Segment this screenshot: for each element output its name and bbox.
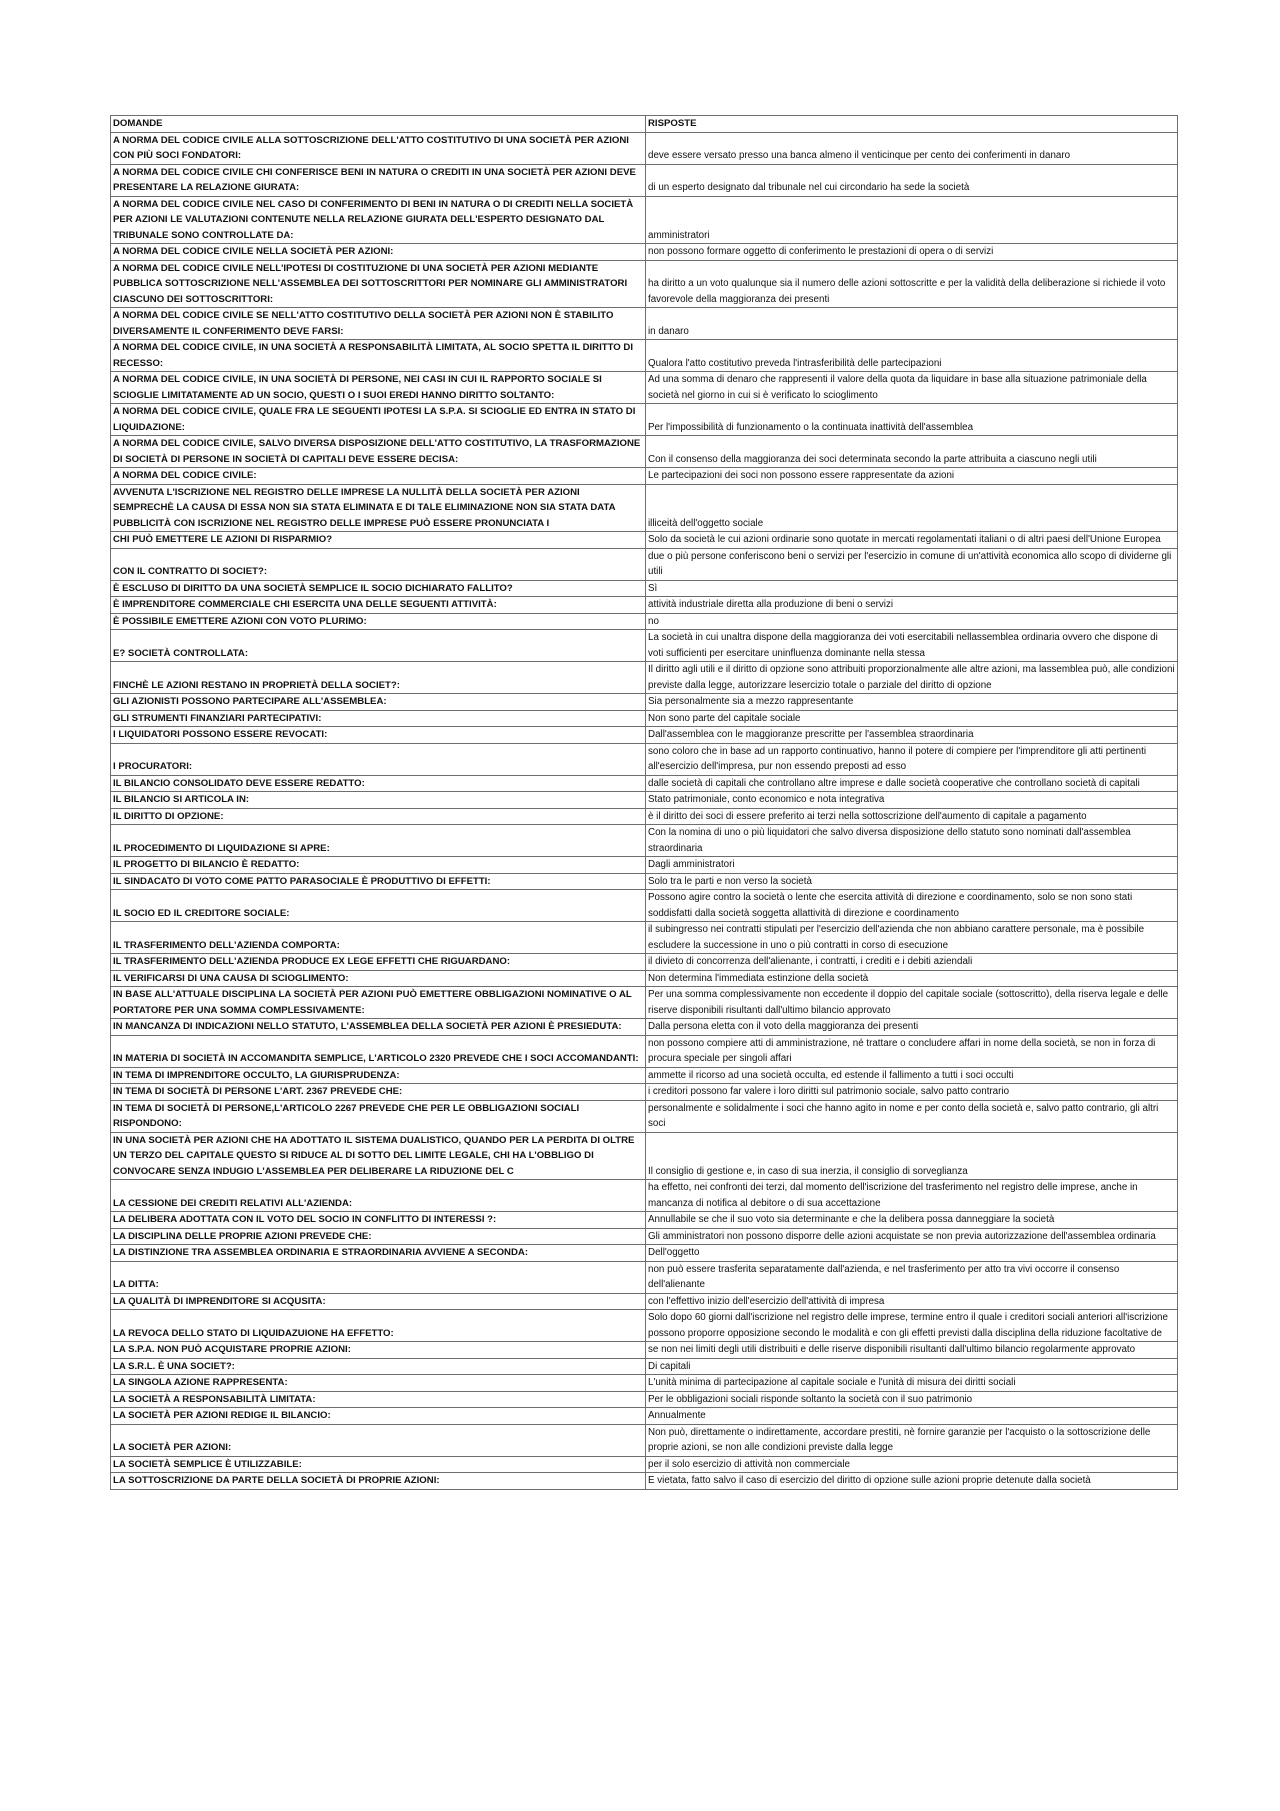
answer-cell: Con la nomina di uno o più liquidatori che salvo diversa disposizione dello statuto sono nominati dall'assemblea straordinaria [646, 825, 1178, 857]
answer-cell: è il diritto dei soci di essere preferito ai terzi nella sottoscrizione dell'aumento di capitale a pagamento [646, 808, 1178, 825]
table-row [111, 196, 1178, 244]
answer-cell: personalmente e solidalmente i soci che hanno agito in nome e per conto della società e, salvo patto contrario, gli altri soci [646, 1100, 1178, 1132]
question-cell: LA CESSIONE DEI CREDITI RELATIVI ALL'AZIENDA: [111, 1180, 646, 1212]
table-row [111, 484, 1178, 532]
answer-cell: non possono formare oggetto di conferimento le prestazioni di opera o di servizi [646, 244, 1178, 261]
table-row [111, 1473, 1178, 1490]
question-cell: LA SOCIETÀ PER AZIONI REDIGE IL BILANCIO: [111, 1408, 646, 1425]
table-row [111, 775, 1178, 792]
question-cell: IL PROGETTO DI BILANCIO È REDATTO: [111, 857, 646, 874]
answer-cell: amministratori [646, 196, 1178, 244]
answer-cell: E vietata, fatto salvo il caso di esercizio del diritto di opzione sulle azioni proprie detenute dalla società [646, 1473, 1178, 1490]
answer-cell: non può essere trasferita separatamente dall'azienda, e nel trasferimento per atto tra vivi occorre il consenso dell'alienante [646, 1261, 1178, 1293]
table-row [111, 1456, 1178, 1473]
table-row [111, 890, 1178, 922]
table-row [111, 710, 1178, 727]
question-cell: GLI AZIONISTI POSSONO PARTECIPARE ALL'ASSEMBLEA: [111, 694, 646, 711]
answer-cell: Sia personalmente sia a mezzo rappresentante [646, 694, 1178, 711]
answer-cell: Gli amministratori non possono disporre delle azioni acquistate se non previa autorizzazione dell'assemblea ordinaria [646, 1228, 1178, 1245]
table-row [111, 1261, 1178, 1293]
table-row [111, 1391, 1178, 1408]
answer-cell: Con il consenso della maggioranza dei soci determinata secondo la parte attribuita a ciascuno negli utili [646, 436, 1178, 468]
question-cell: IL SINDACATO DI VOTO COME PATTO PARASOCIALE È PRODUTTIVO DI EFFETTI: [111, 873, 646, 890]
answer-cell: Annullabile se che il suo voto sia determinante e che la delibera possa danneggiare la società [646, 1212, 1178, 1229]
question-cell: CON IL CONTRATTO DI SOCIET?: [111, 548, 646, 580]
answer-cell: no [646, 613, 1178, 630]
question-cell: I LIQUIDATORI POSSONO ESSERE REVOCATI: [111, 727, 646, 744]
question-cell: IN BASE ALL'ATTUALE DISCIPLINA LA SOCIETÀ PER AZIONI PUÒ EMETTERE OBBLIGAZIONI NOMINATIVE O AL PORTATORE PER UNA SOMMA COMPLESSIVAMENTE: [111, 987, 646, 1019]
answer-cell: ammette il ricorso ad una società occulta, ed estende il fallimento a tutti i soci occulti [646, 1067, 1178, 1084]
table-row [111, 1067, 1178, 1084]
question-cell: IN TEMA DI SOCIETÀ DI PERSONE,L'ARTICOLO 2267 PREVEDE CHE PER LE OBBLIGAZIONI SOCIALI RISPONDONO: [111, 1100, 646, 1132]
answer-cell: attività industriale diretta alla produzione di beni o servizi [646, 597, 1178, 614]
answer-cell: Qualora l'atto costitutivo preveda l'intrasferibilità delle partecipazioni [646, 340, 1178, 372]
table-row [111, 532, 1178, 549]
table-row [111, 548, 1178, 580]
answer-cell: due o più persone conferiscono beni o servizi per l'esercizio in comune di un'attività economica allo scopo di dividerne gli utili [646, 548, 1178, 580]
answer-cell: Dagli amministratori [646, 857, 1178, 874]
table-row [111, 727, 1178, 744]
question-cell: IN MANCANZA DI INDICAZIONI NELLO STATUTO, L'ASSEMBLEA DELLA SOCIETÀ PER AZIONI È PRESIEDUTA: [111, 1019, 646, 1036]
answer-cell: Solo dopo 60 giorni dall'iscrizione nel registro delle imprese, termine entro il quale i creditori sociali anteriori all'iscrizione possono proporre opposizione secondo le modalità e con gli effetti previsti dalla disciplina della riduzione facoltative de [646, 1310, 1178, 1342]
answer-cell: La società in cui unaltra dispone della maggioranza dei voti esercitabili nellassemblea ordinaria ovvero che dispone di voti sufficienti per esercitare uninfluenza dominante nella stessa [646, 630, 1178, 662]
table-row [111, 1019, 1178, 1036]
table-row [111, 1424, 1178, 1456]
qa-table [110, 115, 1178, 1490]
table-row [111, 987, 1178, 1019]
table-row [111, 597, 1178, 614]
question-cell: I PROCURATORI: [111, 743, 646, 775]
answer-cell: L'unità minima di partecipazione al capitale sociale e l'unità di misura dei diritti sociali [646, 1375, 1178, 1392]
table-row [111, 372, 1178, 404]
question-cell: E? SOCIETÀ CONTROLLATA: [111, 630, 646, 662]
answer-cell: non possono compiere atti di amministrazione, né trattare o concludere affari in nome della società, se non in forza di procura speciale per singoli affari [646, 1035, 1178, 1067]
question-cell: IL BILANCIO CONSOLIDATO DEVE ESSERE REDATTO: [111, 775, 646, 792]
question-cell: IN TEMA DI SOCIETÀ DI PERSONE L'ART. 2367 PREVEDE CHE: [111, 1084, 646, 1101]
question-cell: LA S.P.A. NON PUÒ ACQUISTARE PROPRIE AZIONI: [111, 1342, 646, 1359]
question-cell: IL SOCIO ED IL CREDITORE SOCIALE: [111, 890, 646, 922]
question-cell: A NORMA DEL CODICE CIVILE, IN UNA SOCIETÀ A RESPONSABILITÀ LIMITATA, AL SOCIO SPETTA IL DIRITTO DI RECESSO: [111, 340, 646, 372]
question-cell: A NORMA DEL CODICE CIVILE ALLA SOTTOSCRIZIONE DELL'ATTO COSTITUTIVO DI UNA SOCIETÀ PER AZIONI CON PIÙ SOCI FONDATORI: [111, 132, 646, 164]
answer-cell: in danaro [646, 308, 1178, 340]
table-row [111, 1293, 1178, 1310]
table-row [111, 164, 1178, 196]
question-cell: FINCHÈ LE AZIONI RESTANO IN PROPRIETÀ DELLA SOCIET?: [111, 662, 646, 694]
question-cell: IL PROCEDIMENTO DI LIQUIDAZIONE SI APRE: [111, 825, 646, 857]
question-cell: A NORMA DEL CODICE CIVILE, SALVO DIVERSA DISPOSIZIONE DELL'ATTO COSTITUTIVO, LA TRASFORMAZIONE DI SOCIETÀ DI PERSONE IN SOCIETÀ DI CAPITALI DEVE ESSERE DECISA: [111, 436, 646, 468]
header-answer: RISPOSTE [646, 116, 1178, 133]
table-row [111, 1245, 1178, 1262]
table-row [111, 954, 1178, 971]
answer-cell: Per le obbligazioni sociali risponde soltanto la società con il suo patrimonio [646, 1391, 1178, 1408]
question-cell: LA QUALITÀ DI IMPRENDITORE SI ACQUSITA: [111, 1293, 646, 1310]
question-cell: LA SINGOLA AZIONE RAPPRESENTA: [111, 1375, 646, 1392]
answer-cell: di un esperto designato dal tribunale nel cui circondario ha sede la società [646, 164, 1178, 196]
answer-cell: Il consiglio di gestione e, in caso di sua inerzia, il consiglio di sorveglianza [646, 1132, 1178, 1180]
question-cell: A NORMA DEL CODICE CIVILE CHI CONFERISCE BENI IN NATURA O CREDITI IN UNA SOCIETÀ PER AZIONI DEVE PRESENTARE LA RELAZIONE GIURATA: [111, 164, 646, 196]
question-cell: LA REVOCA DELLO STATO DI LIQUIDAZUIONE HA EFFETTO: [111, 1310, 646, 1342]
question-cell: LA SOCIETÀ SEMPLICE È UTILIZZABILE: [111, 1456, 646, 1473]
answer-cell: Le partecipazioni dei soci non possono essere rappresentate da azioni [646, 468, 1178, 485]
table-row [111, 873, 1178, 890]
table-row [111, 694, 1178, 711]
answer-cell: Il diritto agli utili e il diritto di opzione sono attribuiti proporzionalmente alle altre azioni, ma lassemblea può, alle condizioni previste dalla legge, autorizzare lesercizio totale o parziale del diritto di opzione [646, 662, 1178, 694]
header-question: DOMANDE [111, 116, 646, 133]
answer-cell: ha effetto, nei confronti dei terzi, dal momento dell'iscrizione del trasferimento nel registro delle imprese, anche in mancanza di notifica al debitore o di sua accettazione [646, 1180, 1178, 1212]
table-row [111, 1035, 1178, 1067]
answer-cell: Dell'oggetto [646, 1245, 1178, 1262]
question-cell: A NORMA DEL CODICE CIVILE SE NELL'ATTO COSTITUTIVO DELLA SOCIETÀ PER AZIONI NON È STABILITO DIVERSAMENTE IL CONFERIMENTO DEVE FARSI: [111, 308, 646, 340]
question-cell: LA DISCIPLINA DELLE PROPRIE AZIONI PREVEDE CHE: [111, 1228, 646, 1245]
table-row [111, 1375, 1178, 1392]
question-cell: A NORMA DEL CODICE CIVILE NELL'IPOTESI DI COSTITUZIONE DI UNA SOCIETÀ PER AZIONI MEDIANTE PUBBLICA SOTTOSCRIZIONE NELL'ASSEMBLEA DEI SOTTOSCRITTORI PER NOMINARE GLI AMMINISTRATORI CIASCUNO DEI SOTTOSCRITTORI: [111, 260, 646, 308]
question-cell: GLI STRUMENTI FINANZIARI PARTECIPATIVI: [111, 710, 646, 727]
question-cell: IL VERIFICARSI DI UNA CAUSA DI SCIOGLIMENTO: [111, 970, 646, 987]
table-row [111, 613, 1178, 630]
question-cell: A NORMA DEL CODICE CIVILE: [111, 468, 646, 485]
table-row [111, 468, 1178, 485]
answer-cell: Non sono parte del capitale sociale [646, 710, 1178, 727]
table-row [111, 1228, 1178, 1245]
question-cell: LA SOCIETÀ PER AZIONI: [111, 1424, 646, 1456]
answer-cell: il divieto di concorrenza dell'alienante, i contratti, i crediti e i debiti aziendali [646, 954, 1178, 971]
answer-cell: il subingresso nei contratti stipulati per l'esercizio dell'azienda che non abbiano carattere personale, ma è possibile escludere la successione in uno o più contratti in corso di esecuzione [646, 922, 1178, 954]
table-row [111, 922, 1178, 954]
question-cell: LA DITTA: [111, 1261, 646, 1293]
table-row [111, 132, 1178, 164]
table-row [111, 630, 1178, 662]
question-cell: CHI PUÒ EMETTERE LE AZIONI DI RISPARMIO? [111, 532, 646, 549]
question-cell: A NORMA DEL CODICE CIVILE, IN UNA SOCIETÀ DI PERSONE, NEI CASI IN CUI IL RAPPORTO SOCIALE SI SCIOGLIE LIMITATAMENTE AD UN SOCIO, QUESTI O I SUOI EREDI HANNO DIRITTO SOLTANTO: [111, 372, 646, 404]
answer-cell: Solo da società le cui azioni ordinarie sono quotate in mercati regolamentati italiani o di altri paesi dell'Unione Europea [646, 532, 1178, 549]
table-row [111, 1212, 1178, 1229]
answer-cell: Stato patrimoniale, conto economico e nota integrativa [646, 792, 1178, 809]
question-cell: LA SOCIETÀ A RESPONSABILITÀ LIMITATA: [111, 1391, 646, 1408]
answer-cell: sono coloro che in base ad un rapporto continuativo, hanno il potere di compiere per l'imprenditore gli atti pertinenti all'esercizio dell'impresa, pur non essendo preposti ad esso [646, 743, 1178, 775]
table-row [111, 244, 1178, 261]
question-cell: AVVENUTA L'ISCRIZIONE NEL REGISTRO DELLE IMPRESE LA NULLITÀ DELLA SOCIETÀ PER AZIONI SEMPRECHÈ LA CAUSA DI ESSA NON SIA STATA ELIMINATA E DI TALE ELIMINAZIONE NON SIA STATA DATA PUBBLICITÀ CON ISCRIZIONE NEL REGISTRO DELLE IMPRESE PUÒ ESSERE PRONUNCIATA I [111, 484, 646, 532]
question-cell: IN TEMA DI IMPRENDITORE OCCULTO, LA GIURISPRUDENZA: [111, 1067, 646, 1084]
question-cell: È ESCLUSO DI DIRITTO DA UNA SOCIETÀ SEMPLICE IL SOCIO DICHIARATO FALLITO? [111, 580, 646, 597]
question-cell: LA DELIBERA ADOTTATA CON IL VOTO DEL SOCIO IN CONFLITTO DI INTERESSI ?: [111, 1212, 646, 1229]
answer-cell: Dall'assemblea con le maggioranze prescritte per l'assemblea straordinaria [646, 727, 1178, 744]
table-row [111, 808, 1178, 825]
question-cell: A NORMA DEL CODICE CIVILE NELLA SOCIETÀ PER AZIONI: [111, 244, 646, 261]
question-cell: È IMPRENDITORE COMMERCIALE CHI ESERCITA UNA DELLE SEGUENTI ATTIVITÀ: [111, 597, 646, 614]
table-row [111, 308, 1178, 340]
qa-table-body [111, 116, 1178, 1490]
answer-cell: per il solo esercizio di attività non commerciale [646, 1456, 1178, 1473]
question-cell: LA SOTTOSCRIZIONE DA PARTE DELLA SOCIETÀ DI PROPRIE AZIONI: [111, 1473, 646, 1490]
question-cell: IN UNA SOCIETÀ PER AZIONI CHE HA ADOTTATO IL SISTEMA DUALISTICO, QUANDO PER LA PERDITA DI OLTRE UN TERZO DEL CAPITALE QUESTO SI RIDUCE AL DI SOTTO DEL LIMITE LEGALE, CHI HA L'OBBLIGO DI CONVOCARE SENZA INDUGIO L'ASSEMBLEA PER DELIBERARE LA RIDUZIONE DEL C [111, 1132, 646, 1180]
answer-cell: Possono agire contro la società o lente che esercita attività di direzione e coordinamento, solo se non sono stati soddisfatti dalla società soggetta allattività di direzione e coordinamento [646, 890, 1178, 922]
answer-cell: Per l'impossibilità di funzionamento o la continuata inattività dell'assemblea [646, 404, 1178, 436]
question-cell: IN MATERIA DI SOCIETÀ IN ACCOMANDITA SEMPLICE, L'ARTICOLO 2320 PREVEDE CHE I SOCI ACCOMANDANTI: [111, 1035, 646, 1067]
header-row [111, 116, 1178, 133]
answer-cell: se non nei limiti degli utili distribuiti e delle riserve disponibili risultanti dall'ultimo bilancio regolarmente approvato [646, 1342, 1178, 1359]
answer-cell: Dalla persona eletta con il voto della maggioranza dei presenti [646, 1019, 1178, 1036]
question-cell: A NORMA DEL CODICE CIVILE, QUALE FRA LE SEGUENTI IPOTESI LA S.P.A. SI SCIOGLIE ED ENTRA IN STATO DI LIQUIDAZIONE: [111, 404, 646, 436]
question-cell: LA S.R.L. È UNA SOCIET?: [111, 1358, 646, 1375]
table-row [111, 1132, 1178, 1180]
question-cell: A NORMA DEL CODICE CIVILE NEL CASO DI CONFERIMENTO DI BENI IN NATURA O DI CREDITI NELLA SOCIETÀ PER AZIONI LE VALUTAZIONI CONTENUTE NELLA RELAZIONE GIURATA DELL'ESPERTO DESIGNATO DAL TRIBUNALE SONO CONTROLLATE DA: [111, 196, 646, 244]
answer-cell: Ad una somma di denaro che rappresenti il valore della quota da liquidare in base alla situazione patrimoniale della società nel giorno in cui si è verificato lo scioglimento [646, 372, 1178, 404]
table-row [111, 743, 1178, 775]
table-row [111, 580, 1178, 597]
answer-cell: i creditori possono far valere i loro diritti sul patrimonio sociale, salvo patto contrario [646, 1084, 1178, 1101]
table-row [111, 970, 1178, 987]
question-cell: È POSSIBILE EMETTERE AZIONI CON VOTO PLURIMO: [111, 613, 646, 630]
answer-cell: ha diritto a un voto qualunque sia il numero delle azioni sottoscritte e per la validità della deliberazione si richiede il voto favorevole della maggioranza dei presenti [646, 260, 1178, 308]
question-cell: IL TRASFERIMENTO DELL'AZIENDA PRODUCE EX LEGE EFFETTI CHE RIGUARDANO: [111, 954, 646, 971]
table-row [111, 1358, 1178, 1375]
table-row [111, 404, 1178, 436]
table-row [111, 1310, 1178, 1342]
answer-cell: Non può, direttamente o indirettamente, accordare prestiti, nè fornire garanzie per l'acquisto o la sottoscrizione delle proprie azioni, se non alle condizioni previste dalla legge [646, 1424, 1178, 1456]
table-row [111, 1100, 1178, 1132]
table-row [111, 436, 1178, 468]
answer-cell: Sì [646, 580, 1178, 597]
question-cell: LA DISTINZIONE TRA ASSEMBLEA ORDINARIA E STRAORDINARIA AVVIENE A SECONDA: [111, 1245, 646, 1262]
table-row [111, 662, 1178, 694]
answer-cell: Non determina l'immediata estinzione della società [646, 970, 1178, 987]
answer-cell: con l'effettivo inizio dell'esercizio dell'attività di impresa [646, 1293, 1178, 1310]
table-row [111, 1342, 1178, 1359]
answer-cell: deve essere versato presso una banca almeno il venticinque per cento dei conferimenti in danaro [646, 132, 1178, 164]
table-row [111, 825, 1178, 857]
question-cell: IL DIRITTO DI OPZIONE: [111, 808, 646, 825]
table-row [111, 857, 1178, 874]
table-row [111, 1180, 1178, 1212]
table-row [111, 1408, 1178, 1425]
question-cell: IL TRASFERIMENTO DELL'AZIENDA COMPORTA: [111, 922, 646, 954]
answer-cell: Di capitali [646, 1358, 1178, 1375]
table-row [111, 260, 1178, 308]
table-row [111, 792, 1178, 809]
answer-cell: Per una somma complessivamente non eccedente il doppio del capitale sociale (sottoscritto), della riserva legale e delle riserve disponibili risultanti dall'ultimo bilancio approvato [646, 987, 1178, 1019]
table-row [111, 340, 1178, 372]
table-row [111, 1084, 1178, 1101]
question-cell: IL BILANCIO SI ARTICOLA IN: [111, 792, 646, 809]
answer-cell: Annualmente [646, 1408, 1178, 1425]
answer-cell: Solo tra le parti e non verso la società [646, 873, 1178, 890]
answer-cell: dalle società di capitali che controllano altre imprese e dalle società cooperative che controllano società di capitali [646, 775, 1178, 792]
answer-cell: illiceità dell'oggetto sociale [646, 484, 1178, 532]
